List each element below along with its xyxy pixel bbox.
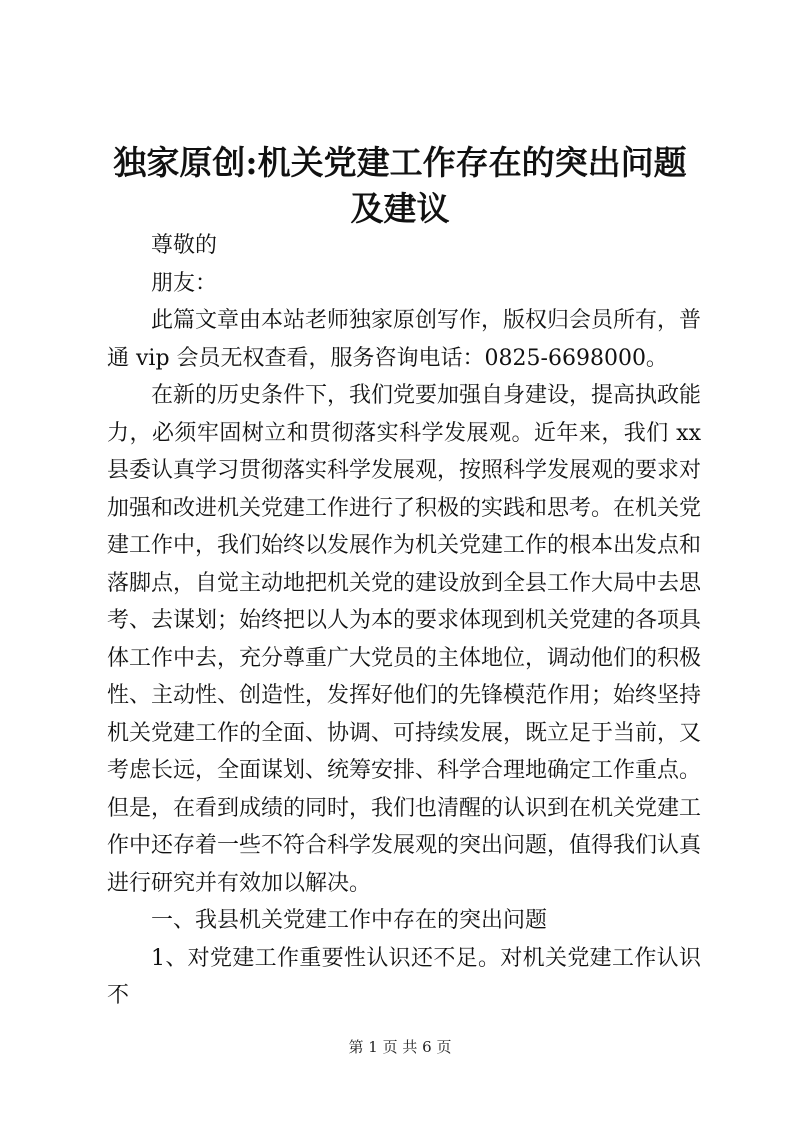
copyright-notice-paragraph: 此篇文章由本站老师独家原创写作，版权归会员所有，普通 vip 会员无权查看，服务咨询电话：0825-6698000。 (107, 308, 702, 371)
document-title: 独家原创:机关党建工作存在的突出问题及建议 (113, 143, 687, 228)
page-number-footer: 第 1 页 共 6 页 (348, 1038, 452, 1056)
section-heading: 一、我县机关党建工作中存在的突出问题 (151, 908, 548, 933)
salutation-line-2: 朋友： (151, 270, 218, 296)
body-paragraph: 在新的历史条件下，我们党要加强自身建设，提高执政能力，必须牢固树立和贯彻落实科学发展观。近年来，我们 xx 县委认真学习贯彻落实科学发展观，按照科学发展观的要求对加强和改进机关党建工作进行了积极的实践和思考。在机关党建工作中，我们始终以发展作为机关党建工作的根本出发点和落脚点，自觉主动地把机关党的建设放到全县工作大局中去思考、去谋划；始终把以人为本的要求体现到机关党建的各项具体工作中去，充分尊重广大党员的主体地位，调动他们的积极性、主动性、创造性，发挥好他们的先锋模范作用；始终坚持机关党建工作的全面、协调、可持续发展，既立足于当前，又考虑长远，全面谋划、统筹安排、科学合理地确定工作重点。但是，在看到成绩的同时，我们也清醒的认识到在机关党建工作中还存着一些不符合科学发展观的突出问题，值得我们认真进行研究并有效加以解决。 (107, 383, 702, 896)
salutation-line-1: 尊敬的 (151, 233, 218, 258)
body-paragraph: 1、对党建工作重要性认识还不足。对机关党建工作认识不 (107, 945, 701, 1008)
document-body (107, 227, 701, 1015)
